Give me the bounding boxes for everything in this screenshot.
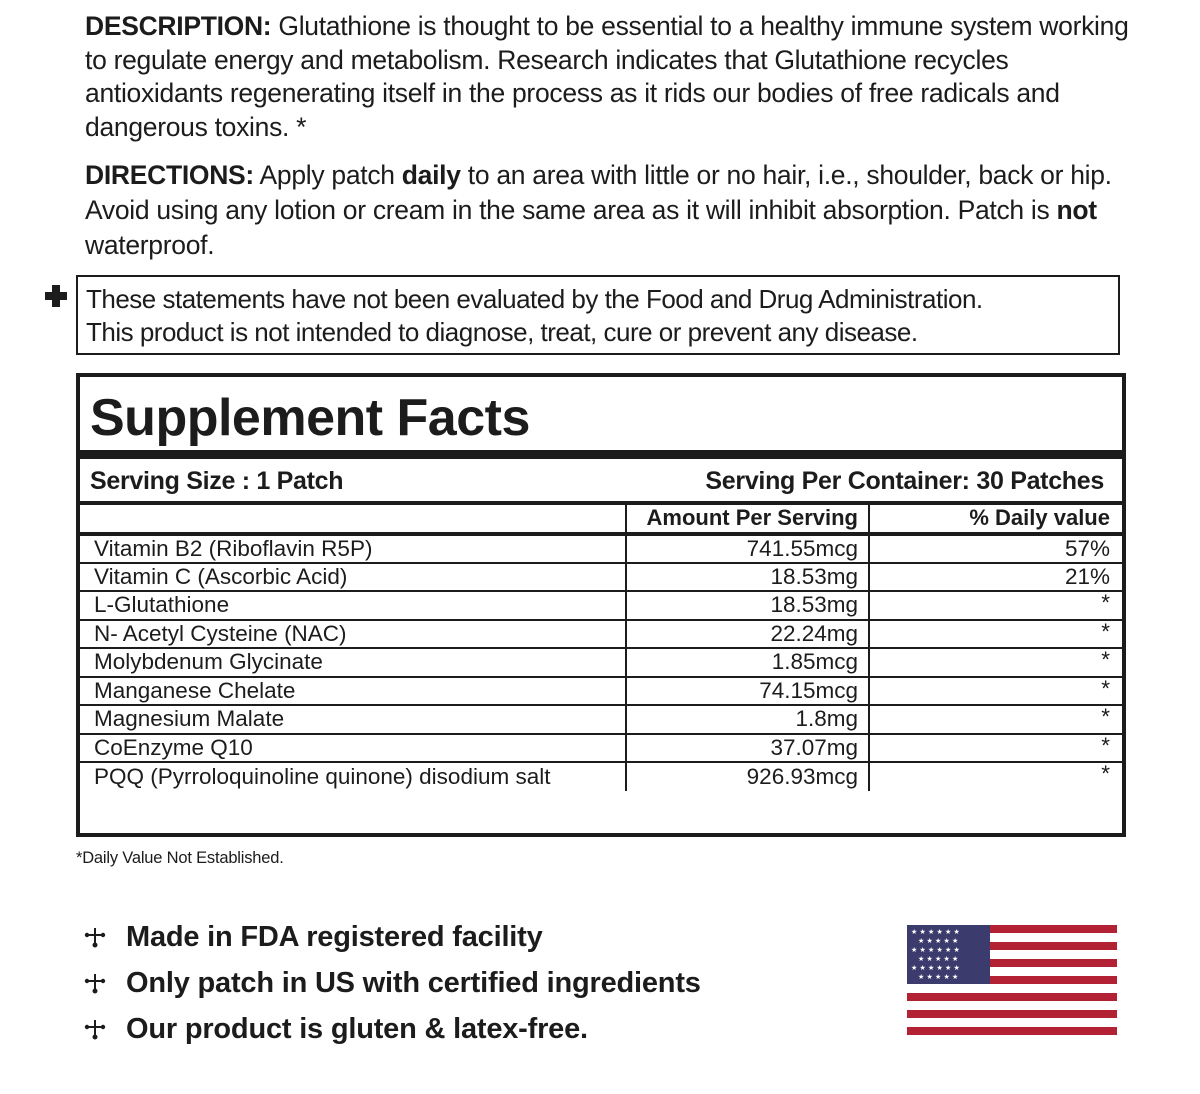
daily-value-footnote: *Daily Value Not Established. (76, 849, 284, 867)
serving-info-row (80, 459, 1122, 501)
cross-bullet-icon (84, 1018, 106, 1040)
ingredient-name: Vitamin B2 (Riboflavin R5P) (80, 534, 626, 563)
feature-text: Only patch in US with certified ingredients (126, 966, 701, 999)
divider (80, 450, 1122, 459)
table-row (80, 591, 1122, 620)
plus-icon (44, 284, 68, 308)
ingredient-daily-value: * (869, 762, 1122, 791)
directions-text: Apply patch (253, 160, 402, 190)
ingredient-name: PQQ (Pyrroloquinoline quinone) disodium salt (80, 762, 626, 791)
column-header-ingredient (80, 505, 626, 534)
table-row (80, 705, 1122, 734)
ingredient-amount: 74.15mcg (626, 677, 869, 706)
table-row (80, 677, 1122, 706)
table-row (80, 563, 1122, 592)
ingredient-name: Vitamin C (Ascorbic Acid) (80, 563, 626, 592)
feature-text: Made in FDA registered facility (126, 920, 543, 953)
ingredient-name: N- Acetyl Cysteine (NAC) (80, 620, 626, 649)
ingredient-amount: 926.93mcg (626, 762, 869, 791)
supplement-facts-title: Supplement Facts (90, 389, 530, 447)
ingredient-daily-value: * (869, 677, 1122, 706)
servings-per-container: Serving Per Container: 30 Patches (705, 467, 1104, 495)
directions-label: DIRECTIONS: (85, 160, 254, 190)
serving-size: Serving Size : 1 Patch (90, 467, 344, 495)
table-row (80, 620, 1122, 649)
cross-bullet-icon (84, 972, 106, 994)
feature-text: Our product is gluten & latex-free. (126, 1012, 588, 1045)
ingredient-amount: 22.24mg (626, 620, 869, 649)
column-header-amount: Amount Per Serving (626, 505, 869, 534)
description-paragraph (85, 10, 1145, 144)
ingredient-amount: 1.8mg (626, 705, 869, 734)
ingredient-daily-value: 57% (869, 534, 1122, 563)
list-item (84, 914, 701, 960)
fda-disclaimer-box (76, 275, 1120, 355)
svg-text:★ ★ ★ ★ ★ ★: ★ ★ ★ ★ ★ ★ (911, 946, 960, 954)
description-text: Glutathione is thought to be essential to a healthy immune system working to regulate energy and metabolism. Research indicates that Glutathione recycles antioxidants regenerating itself in the process as it rids our bodies of free radicals and dangerous toxins. * (85, 11, 1129, 142)
ingredient-daily-value: * (869, 705, 1122, 734)
list-item (84, 1006, 701, 1052)
supplement-facts-panel (76, 373, 1126, 837)
ingredient-name: Magnesium Malate (80, 705, 626, 734)
svg-text:★ ★ ★ ★ ★: ★ ★ ★ ★ ★ (918, 937, 959, 945)
ingredient-amount: 18.53mg (626, 563, 869, 592)
svg-text:★ ★ ★ ★ ★: ★ ★ ★ ★ ★ (918, 973, 959, 981)
table-row (80, 734, 1122, 763)
description-label: DESCRIPTION: (85, 11, 272, 41)
us-flag-icon (907, 925, 1117, 1037)
directions-emphasis-not: not (1056, 195, 1097, 225)
svg-text:★ ★ ★ ★ ★ ★: ★ ★ ★ ★ ★ ★ (911, 964, 960, 972)
directions-emphasis-daily: daily (401, 160, 461, 190)
ingredient-daily-value: * (869, 734, 1122, 763)
table-row (80, 648, 1122, 677)
directions-text: waterproof. (85, 230, 215, 260)
ingredient-name: CoEnzyme Q10 (80, 734, 626, 763)
table-row (80, 762, 1122, 791)
supplement-facts-table (80, 505, 1122, 791)
ingredient-amount: 1.85mcg (626, 648, 869, 677)
ingredient-daily-value: * (869, 591, 1122, 620)
disclaimer-line-1: These statements have not been evaluated by the Food and Drug Administration. (86, 284, 983, 314)
column-header-daily-value: % Daily value (869, 505, 1122, 534)
ingredient-amount: 18.53mg (626, 591, 869, 620)
svg-text:★ ★ ★ ★ ★: ★ ★ ★ ★ ★ (918, 955, 959, 963)
list-item (84, 960, 701, 1006)
cross-bullet-icon (84, 926, 106, 948)
table-header-row (80, 505, 1122, 534)
directions-paragraph (85, 158, 1145, 263)
ingredient-amount: 37.07mg (626, 734, 869, 763)
ingredient-name: Molybdenum Glycinate (80, 648, 626, 677)
ingredient-amount: 741.55mcg (626, 534, 869, 563)
table-row (80, 534, 1122, 563)
ingredient-name: L-Glutathione (80, 591, 626, 620)
features-list (84, 914, 701, 1052)
directions-text: to an area with little or no hair, i.e., shoulder, back or hip. Avoid using any lotion or cream in the same area as it will inhibit absorption. Patch is (85, 160, 1112, 225)
ingredient-daily-value: * (869, 620, 1122, 649)
disclaimer-line-2: This product is not intended to diagnose, treat, cure or prevent any disease. (86, 317, 918, 347)
ingredient-daily-value: * (869, 648, 1122, 677)
ingredient-name: Manganese Chelate (80, 677, 626, 706)
svg-text:★ ★ ★ ★ ★ ★: ★ ★ ★ ★ ★ ★ (911, 928, 960, 936)
ingredient-daily-value: 21% (869, 563, 1122, 592)
